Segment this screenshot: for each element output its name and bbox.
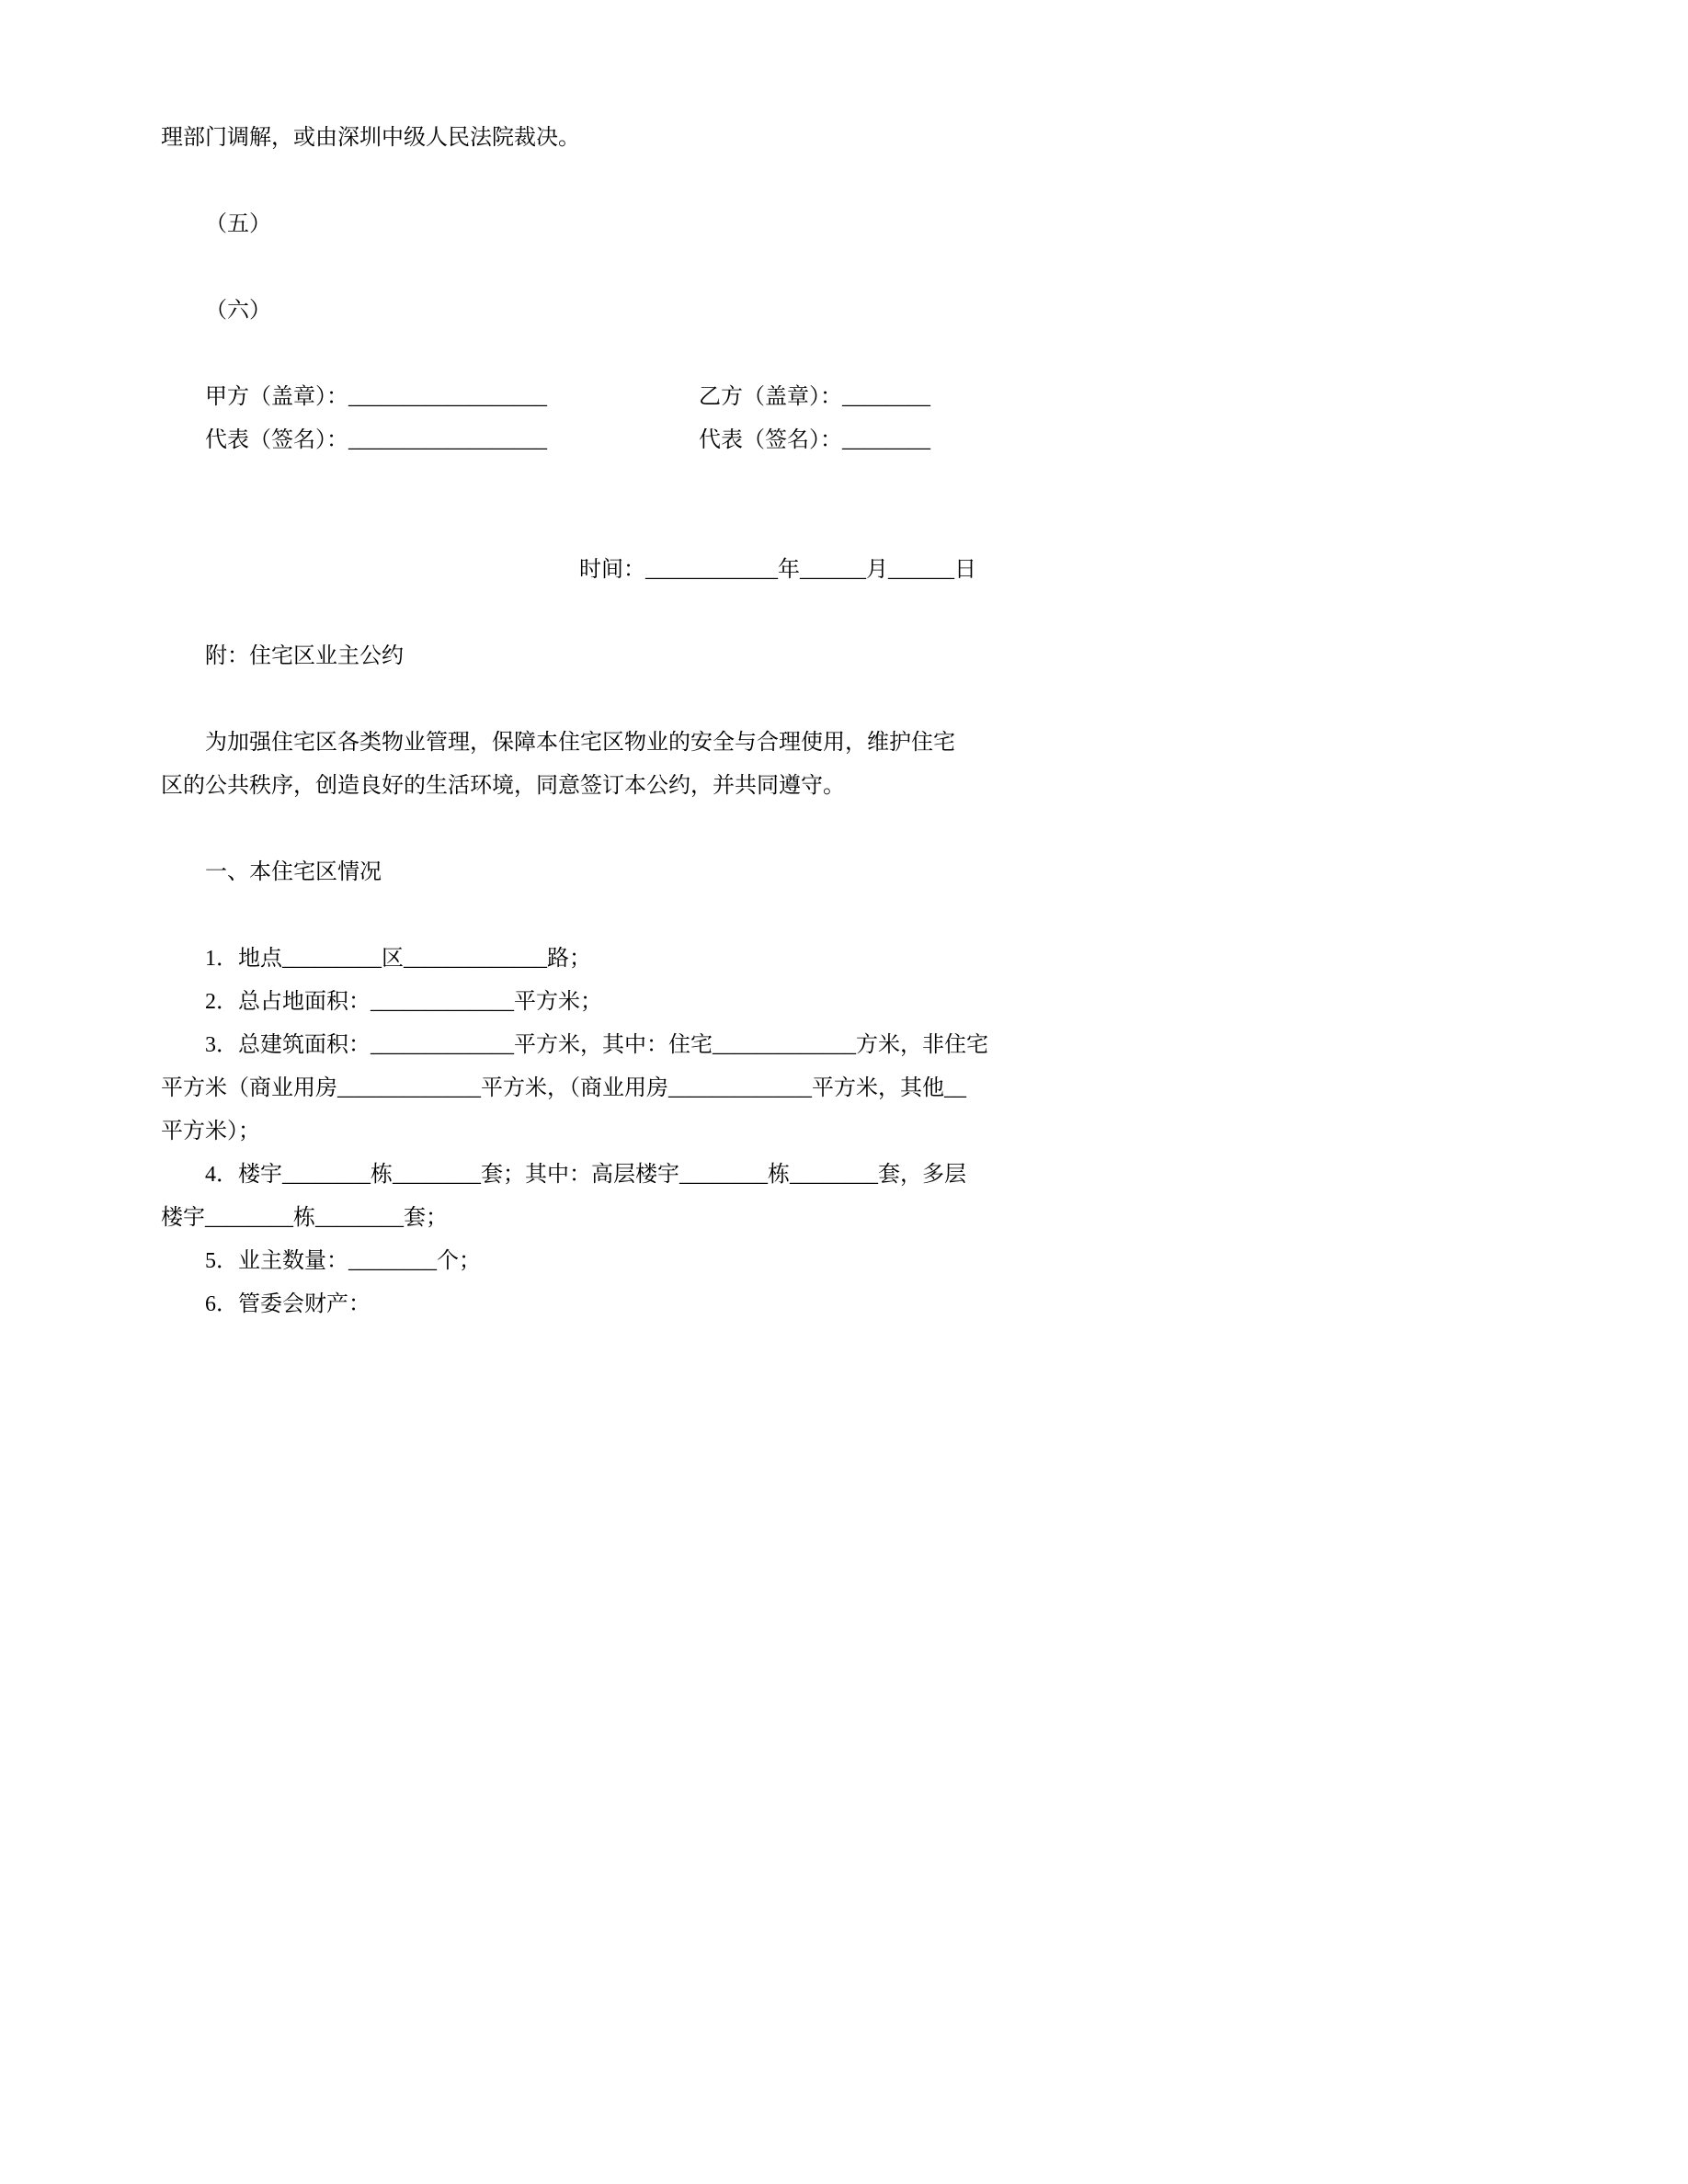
- party-b-representative-line: 代表（签名）：________: [699, 428, 930, 452]
- item-6-committee-property: 6．管委会财产：: [205, 1292, 371, 1316]
- item-2-total-land-area: 2．总占地面积：_____________平方米；: [205, 990, 602, 1014]
- item-3-building-area-line-3: 平方米）；: [161, 1120, 260, 1143]
- continuation-line: 理部门调解，或由深圳中级人民法院裁决。: [161, 126, 580, 150]
- item-3-building-area-line-1: 3．总建筑面积：_____________平方米，其中：住宅_____________方米，非住宅: [205, 1033, 988, 1057]
- seal-signature-row: [161, 376, 1651, 419]
- representative-signature-row: [161, 419, 1651, 462]
- preamble-line-2: 区的公共秩序，创造良好的生活环境，同意签订本公约，并共同遵守。: [161, 774, 845, 798]
- preamble-line-1: 为加强住宅区各类物业管理，保障本住宅区物业的安全与合理使用，维护住宅: [205, 731, 955, 755]
- item-4-buildings-line-1: 4．楼宇________栋________套；其中：高层楼宇________栋________套，多层: [205, 1163, 966, 1187]
- attachment-heading: 附：住宅区业主公约: [205, 644, 404, 668]
- section-one-heading: 一、本住宅区情况: [205, 860, 382, 884]
- clause-six: （六）: [205, 299, 271, 323]
- party-a-representative-line: 代表（签名）：__________________: [205, 428, 547, 452]
- party-a-seal-line: 甲方（盖章）：__________________: [205, 385, 547, 409]
- item-1-location: 1．地点_________区_____________路；: [205, 947, 591, 971]
- party-b-seal-line: 乙方（盖章）：________: [699, 385, 930, 409]
- date-line: 时间：____________年______月______日: [579, 558, 976, 582]
- item-3-building-area-line-2: 平方米（商业用房_____________平方米，（商业用房_____________平方米，其他__: [161, 1076, 966, 1100]
- item-5-owner-count: 5．业主数量：________个；: [205, 1249, 481, 1273]
- item-4-buildings-line-2: 楼宇________栋________套；: [161, 1206, 448, 1230]
- clause-five: （五）: [205, 212, 271, 236]
